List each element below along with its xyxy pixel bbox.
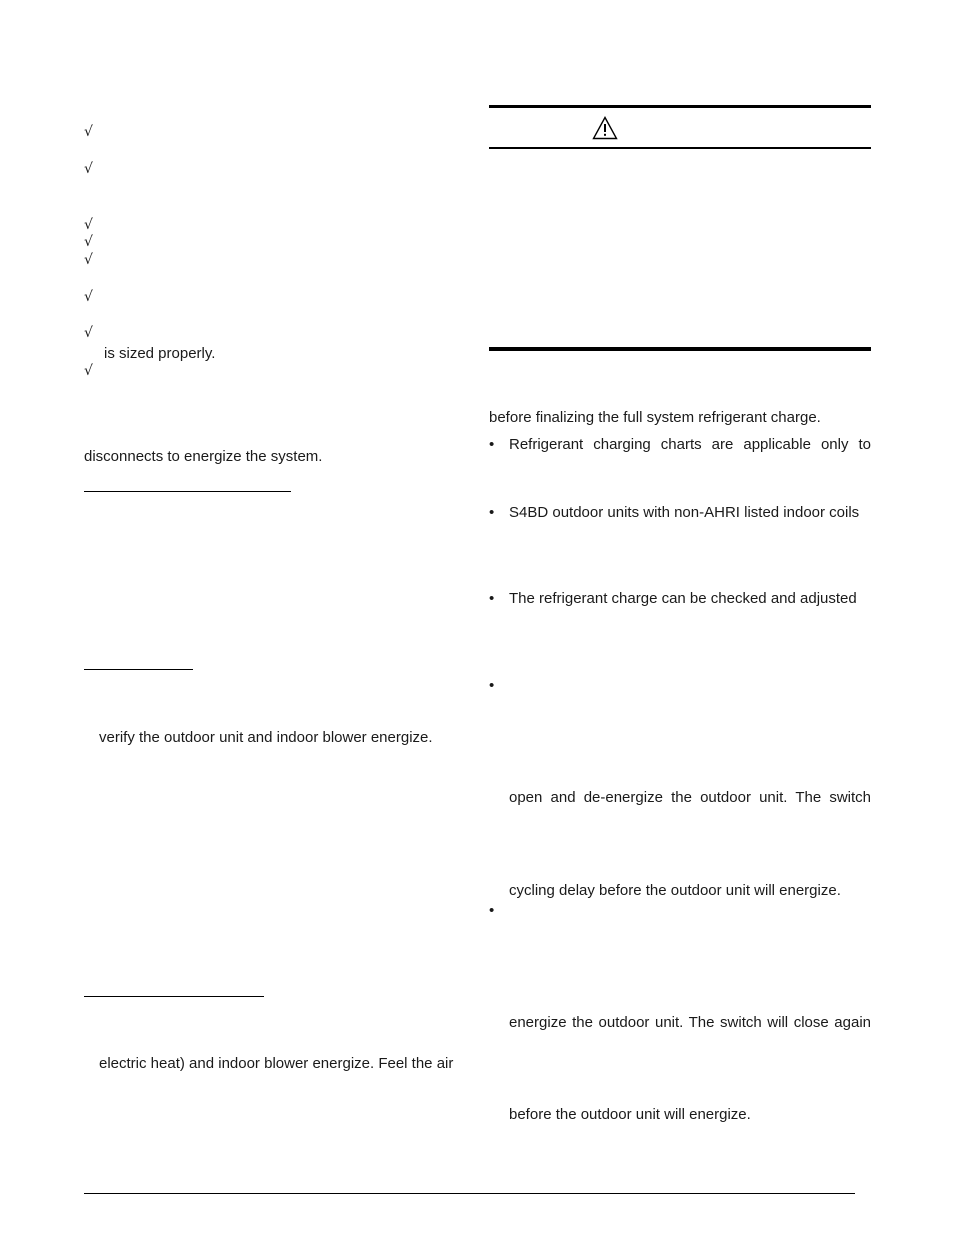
check-mark-1: √: [84, 124, 93, 140]
open-deenergize-text: open and de-energize the outdoor unit. The switch: [509, 789, 871, 806]
warning-box-bottom-rule: [489, 347, 871, 351]
check-mark-3: √: [84, 217, 93, 233]
bullet-1-text: Refrigerant charging charts are applicable only to: [509, 436, 871, 453]
bullet-5-glyph: •: [489, 902, 495, 919]
bullet-1-glyph: •: [489, 436, 495, 453]
before-energize-text: before the outdoor unit will energize.: [509, 1106, 751, 1123]
warning-box-top-rule: [489, 105, 871, 108]
check-mark-7: √: [84, 325, 93, 341]
cycling-delay-text: cycling delay before the outdoor unit will energize.: [509, 882, 841, 899]
bullet-3-glyph: •: [489, 590, 495, 607]
energize-outdoor-text: energize the outdoor unit. The switch will close again: [509, 1014, 871, 1031]
warning-box-header-rule: [489, 147, 871, 149]
check-item-sized-text: is sized properly.: [104, 345, 216, 362]
bullet-4-glyph: •: [489, 677, 495, 694]
check-mark-4: √: [84, 234, 93, 250]
section-heading-underline-1: [84, 491, 291, 492]
verify-energize-text: verify the outdoor unit and indoor blower energize.: [99, 729, 433, 746]
bullet-2-text: S4BD outdoor units with non-AHRI listed indoor coils: [509, 504, 860, 521]
bullet-3-text: The refrigerant charge can be checked and adjusted: [509, 590, 857, 607]
finalize-charge-text: before finalizing the full system refrigerant charge.: [489, 409, 821, 426]
check-mark-5: √: [84, 252, 93, 268]
section-heading-underline-2: [84, 669, 193, 670]
check-mark-8: √: [84, 363, 93, 379]
energize-system-text: disconnects to energize the system.: [84, 448, 323, 465]
warning-triangle-icon: [592, 116, 618, 140]
electric-heat-text: electric heat) and indoor blower energize. Feel the air: [99, 1055, 454, 1072]
check-mark-6: √: [84, 289, 93, 305]
section-heading-underline-3: [84, 996, 264, 997]
bullet-2-glyph: •: [489, 504, 495, 521]
check-mark-2: √: [84, 161, 93, 177]
footer-rule: [84, 1193, 855, 1194]
